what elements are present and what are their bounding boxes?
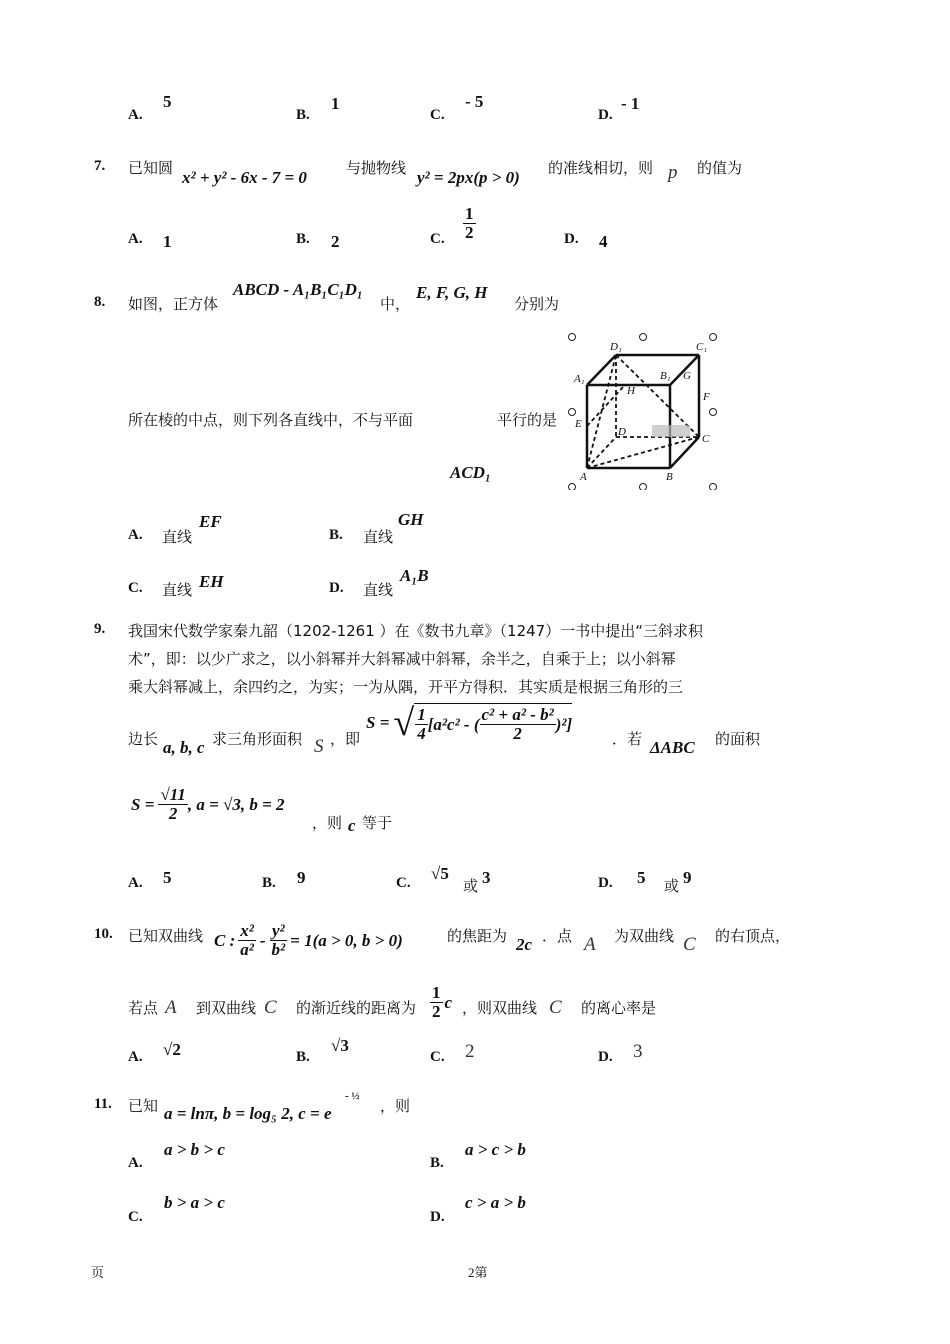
q11-opt-b-value: a > c > b (465, 1140, 526, 1159)
q9-quarter-num: 1 (417, 705, 426, 724)
q10-opt-b-label: B. (296, 1049, 310, 1065)
q9-line-5c: 等于 (362, 814, 393, 832)
label-G: G (683, 370, 691, 382)
q11-opt-c-value: b > a > c (164, 1193, 225, 1212)
q8-opt-a-label: A. (128, 527, 143, 543)
q9-formula-body-1: [a²c² - ( (427, 714, 480, 734)
q7-opt-c-fraction (463, 205, 476, 242)
q11-formula: a = lnπ, b = log₅ 2, c = e (164, 1104, 332, 1123)
q9-opt-b-value: 9 (297, 868, 306, 887)
radical-sign: √ (393, 702, 415, 744)
q8-opt-b-text: 直线 (363, 528, 394, 546)
q7-parabola-formula: y² = 2px(p > 0) (417, 168, 520, 187)
q9-opt-d-label: D. (598, 875, 613, 891)
q10-opt-d-label: D. (598, 1049, 613, 1065)
label-D: D (618, 426, 626, 438)
figure-marker (710, 334, 717, 341)
q8-plane: ACD₁ (450, 463, 491, 482)
q8-opt-d-text: 直线 (363, 581, 394, 599)
q9-line-4b: 求三角形面积 (212, 730, 303, 748)
q10-dist-den: 2 (432, 1002, 441, 1021)
q10-opt-c-value: 2 (465, 1041, 475, 1062)
q9-opt-c-or: 或 (463, 877, 479, 895)
line-eh (587, 386, 624, 426)
q7-circle-formula: x² + y² - 6x - 7 = 0 (182, 168, 307, 187)
q9-opt-a-label: A. (128, 875, 143, 891)
q9-line-3: 乘大斜幂减上，余四约之，为实；一为从隅，开平方得积．其实质是根据三角形的三 (128, 678, 684, 696)
q9-opt-d-or: 或 (664, 877, 680, 895)
q9-heron-formula (366, 703, 572, 743)
q10-text-4: 为双曲线 (614, 927, 675, 945)
line-ad1 (587, 355, 616, 468)
q7-opt-c-label: C. (430, 231, 445, 247)
q10-y-frac (270, 922, 288, 959)
q7-text-4: 的值为 (697, 159, 743, 177)
q7-number: 7. (94, 158, 106, 174)
q10-number: 10. (94, 926, 113, 942)
q8-opt-c-text: 直线 (162, 581, 193, 599)
q7-opt-c-num: 1 (465, 204, 474, 223)
q9-formula-S: S = (366, 713, 390, 732)
q8-text-1: 如图，正方体 (128, 295, 219, 313)
q8-text-4: 所在棱的中点，则下列各直线中，不与平面 (128, 411, 414, 429)
q10-line2-4: ，则双曲线 (462, 999, 538, 1017)
q9-opt-c-value-2: 3 (482, 868, 491, 887)
q8-opt-c-label: C. (128, 580, 143, 596)
footer-left: 页 (91, 1266, 105, 1281)
footer-page-number: 2第 (468, 1265, 488, 1280)
q7-opt-c-den: 2 (465, 223, 474, 242)
q9-given-frac (158, 786, 187, 823)
q9-line-2: 术”，即：以少广求之，以小斜幂并大斜幂减中斜幂，余半之，自乘于上；以小斜幂 (128, 650, 676, 668)
q9-quarter-den: 4 (417, 724, 426, 743)
label-D1: D₁ (610, 341, 622, 353)
q10-text-1: 已知双曲线 (128, 927, 204, 945)
q9-var-S: S (314, 736, 324, 757)
label-C1: C₁ (696, 341, 708, 353)
q6-opt-b-label: B. (296, 107, 310, 123)
line-ac (587, 437, 699, 468)
q9-line-4a: 边长 (128, 730, 159, 748)
q9-opt-c-value: √5 (431, 864, 449, 883)
q10-text-5: 的右顶点， (715, 927, 791, 945)
q11-opt-a-value: a > b > c (164, 1140, 225, 1159)
q11-opt-d-label: D. (430, 1209, 445, 1225)
figure-marker (710, 484, 717, 491)
q10-text-3: ．点 (542, 927, 573, 945)
q10-opt-a-value: √2 (163, 1040, 181, 1059)
q8-text-2: 中， (380, 295, 411, 313)
q10-x-den: a² (240, 940, 254, 959)
q6-opt-a-label: A. (128, 107, 143, 123)
q9-opt-d-value-2: 9 (683, 868, 692, 887)
q6-opt-d-value: - 1 (621, 94, 640, 113)
q9-line-4c: ，即 (330, 730, 361, 748)
q8-opt-a-value: EF (199, 512, 222, 531)
q10-opt-c-label: C. (430, 1049, 445, 1065)
q10-formula-minus: - (259, 930, 266, 950)
q10-dist-frac (430, 984, 443, 1021)
q10-dist-c: c (444, 992, 453, 1012)
q10-var-C: C (683, 934, 696, 955)
q10-text-2: 的焦距为 (447, 927, 508, 945)
q7-text-2: 与抛物线 (346, 159, 407, 177)
q10-line2-A: A (165, 997, 177, 1018)
q8-points: E, F, G, H (416, 283, 488, 302)
q9-inner-num: c² + a² - b² (481, 705, 554, 724)
q10-y-num: y² (272, 921, 285, 940)
q10-opt-d-value: 3 (633, 1041, 643, 1062)
q11-formula-exp: - ½ (345, 1090, 360, 1102)
q10-y-den: b² (271, 940, 286, 959)
q10-x-num: x² (240, 921, 254, 940)
q9-var-c: c (348, 816, 356, 835)
figure-marker (640, 334, 647, 341)
label-F: F (703, 391, 710, 403)
cube-figure (560, 330, 725, 490)
q9-given-num: √11 (160, 785, 186, 804)
figure-marker (710, 409, 717, 416)
label-H: H (627, 385, 635, 397)
q11-opt-b-label: B. (430, 1155, 444, 1171)
q10-line2-3: 的渐近线的距离为 (296, 999, 417, 1017)
q9-inner-den: 2 (513, 724, 522, 743)
q10-hyperbola-formula (214, 922, 403, 959)
q9-line-4e: 的面积 (715, 730, 761, 748)
q7-opt-b-label: B. (296, 231, 310, 247)
label-A: A (580, 471, 587, 483)
q6-opt-c-value: - 5 (465, 92, 484, 111)
q10-line2-C2: C (549, 997, 562, 1018)
q7-text-1: 已知圆 (128, 159, 174, 177)
q6-opt-c-label: C. (430, 107, 445, 123)
q8-opt-d-label: D. (329, 580, 344, 596)
q9-given-den: 2 (168, 804, 178, 823)
q10-focal: 2c (516, 935, 533, 954)
q9-given-rest: , a = √3, b = 2 (187, 794, 285, 814)
q11-text-2: ，则 (380, 1097, 411, 1115)
q10-formula-rest: = 1(a > 0, b > 0) (290, 930, 403, 950)
q8-opt-b-value: GH (398, 510, 424, 529)
q9-formula-body-2: )²] (555, 714, 573, 734)
label-B1: B₁ (660, 370, 671, 382)
q9-vars-abc: a, b, c (163, 738, 205, 757)
q10-line2-1: 若点 (128, 999, 159, 1017)
q10-line2-2: 到双曲线 (196, 999, 257, 1017)
q9-given-values (131, 786, 285, 823)
q9-opt-a-value: 5 (163, 868, 172, 887)
q11-text-1: 已知 (128, 1097, 159, 1115)
q7-var-p: p (668, 162, 678, 183)
figure-marker (640, 484, 647, 491)
q6-opt-b-value: 1 (331, 94, 340, 113)
label-E: E (575, 418, 582, 430)
q9-inner-frac (480, 706, 556, 743)
q7-opt-b-value: 2 (331, 232, 340, 251)
q10-distance (430, 984, 452, 1021)
figure-marker (569, 334, 576, 341)
figure-marker (569, 484, 576, 491)
q9-triangle: ΔABC (650, 738, 695, 757)
q9-given-S: S = (131, 794, 155, 814)
q10-opt-b-value: √3 (331, 1036, 349, 1055)
q6-opt-a-value: 5 (163, 92, 172, 111)
q7-opt-a-value: 1 (163, 232, 172, 251)
q10-opt-a-label: A. (128, 1049, 143, 1065)
q8-opt-d-value: A₁B (400, 566, 429, 585)
q10-var-A: A (584, 934, 596, 955)
q8-opt-c-value: EH (199, 572, 224, 591)
q9-opt-d-value: 5 (637, 868, 646, 887)
q8-cube-name: ABCD - A₁B₁C₁D₁ (233, 280, 363, 299)
q8-text-3: 分别为 (514, 295, 560, 313)
q6-opt-d-label: D. (598, 107, 613, 123)
figure-marker (569, 409, 576, 416)
q7-opt-d-label: D. (564, 231, 579, 247)
q9-line-1: 我国宋代数学家秦九韶（1202-1261 ）在《数书九章》（1247）一书中提出“三斜求积 (128, 622, 703, 640)
q11-opt-a-label: A. (128, 1155, 143, 1171)
q11-number: 11. (94, 1096, 112, 1112)
q7-opt-d-value: 4 (599, 232, 608, 251)
q9-line-4d: ．若 (612, 730, 643, 748)
q10-formula-C: C : (214, 930, 236, 950)
q7-text-3: 的准线相切，则 (548, 159, 654, 177)
label-B: B (666, 471, 673, 483)
q7-opt-a-label: A. (128, 231, 143, 247)
q9-opt-c-label: C. (396, 875, 411, 891)
q10-x-frac (238, 922, 256, 959)
q9-quarter (415, 706, 428, 743)
q10-line2-C: C (264, 997, 277, 1018)
label-C: C (702, 433, 710, 445)
q9-line-5b: ，则 (312, 814, 343, 832)
q8-opt-b-label: B. (329, 527, 343, 543)
q8-opt-a-text: 直线 (162, 528, 193, 546)
q9-formula-radicand (414, 703, 572, 743)
label-A1: A₁ (574, 373, 585, 385)
q11-opt-d-value: c > a > b (465, 1193, 526, 1212)
q8-text-5: 平行的是 (497, 411, 558, 429)
q10-dist-num: 1 (432, 983, 441, 1002)
q9-opt-b-label: B. (262, 875, 276, 891)
q9-number: 9. (94, 621, 106, 637)
blur-mark (652, 425, 690, 437)
q8-number: 8. (94, 294, 106, 310)
q10-line2-5: 的离心率是 (581, 999, 657, 1017)
q11-opt-c-label: C. (128, 1209, 143, 1225)
